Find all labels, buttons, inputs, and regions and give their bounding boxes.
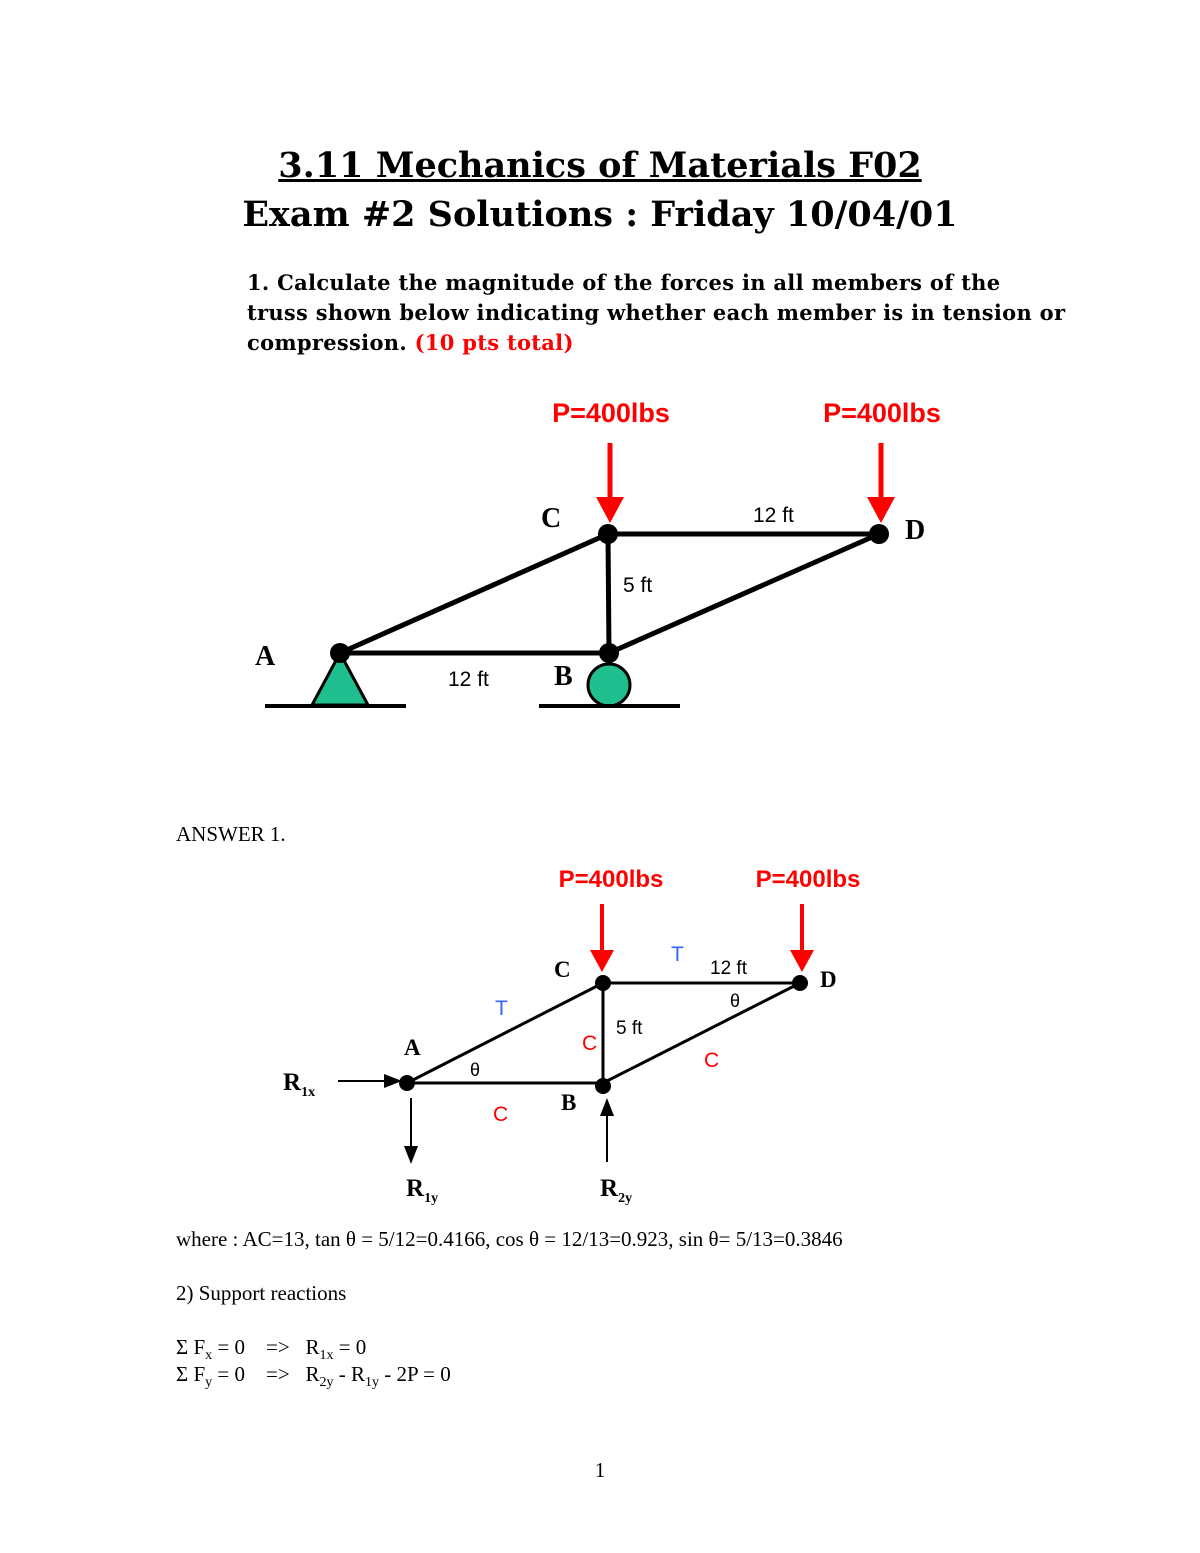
truss-diagram xyxy=(0,385,1200,745)
node-label-d: D xyxy=(905,515,926,546)
joint-c xyxy=(598,524,618,544)
equation-sum-fy: Σ $F_y = 0$ => $R_{2y} - R_{1y} - 2P = 0$ xyxy=(176,1362,451,1391)
document-title: 3.11 Mechanics of Materials F02 xyxy=(278,145,922,186)
reaction-arrow-r2y xyxy=(600,1098,614,1162)
fbd-load-label-c: P=400lbs xyxy=(558,866,664,893)
r1y-sub: 1y xyxy=(424,1191,439,1206)
fbd-node-label-b: B xyxy=(561,1090,577,1115)
load-label-d: P=400lbs xyxy=(823,398,941,428)
r1x-sub: 1x xyxy=(301,1085,316,1100)
reaction-label-r1x xyxy=(283,1069,315,1100)
fbd-members xyxy=(407,983,800,1083)
load-arrow-c xyxy=(596,443,624,523)
fbd-joint-b xyxy=(595,1078,611,1094)
roller-support xyxy=(588,664,630,706)
load-arrow-d xyxy=(867,443,895,523)
question-text: 1. Calculate the magnitude of the forces in all members of the truss shown below indicating whether each member is in tension or compression. xyxy=(247,270,1066,355)
force-label-cd: T xyxy=(671,943,684,966)
force-label-bc: C xyxy=(582,1032,598,1055)
fbd-load-arrow-d xyxy=(790,904,814,972)
free-body-diagram xyxy=(0,855,1200,1215)
joint-b xyxy=(599,643,619,663)
r1x-main: R xyxy=(283,1069,302,1096)
theta-label-a: θ xyxy=(470,1060,481,1080)
fbd-length-label-bc: 5 ft xyxy=(616,1018,643,1039)
node-label-c: C xyxy=(541,503,562,534)
fbd-load-label-d: P=400lbs xyxy=(755,866,861,893)
joint-d xyxy=(869,524,889,544)
load-label-c: P=400lbs xyxy=(552,398,670,428)
page-number: 1 xyxy=(594,1458,606,1482)
where-line: where : AC=13, tan θ = 5/12=0.4166, cos θ = 12/13=0.923, sin θ= 5/13=0.3846 xyxy=(176,1227,843,1251)
reaction-arrow-r1y xyxy=(404,1098,418,1164)
answer-heading: ANSWER 1. xyxy=(176,822,286,846)
member-bc xyxy=(608,534,609,653)
length-label-ab: 12 ft xyxy=(448,668,489,691)
truss-members xyxy=(340,534,879,653)
fbd-node-label-a: A xyxy=(404,1035,421,1060)
reaction-arrow-r1x xyxy=(338,1074,402,1088)
fbd-node-label-c: C xyxy=(554,957,571,982)
reaction-label-r2y xyxy=(600,1175,632,1206)
question-points: (10 pts total) xyxy=(414,330,574,355)
r2y-main: R xyxy=(600,1175,619,1202)
equation-sum-fx: Σ $F_x = 0$ => $R_{1x} = 0$ xyxy=(176,1335,367,1364)
force-label-ac: T xyxy=(495,997,508,1020)
fbd-load-arrow-c xyxy=(590,904,614,972)
node-label-a: A xyxy=(255,641,276,672)
fbd-joint-a xyxy=(399,1075,415,1091)
reaction-label-r1y xyxy=(406,1175,438,1206)
force-label-bd: C xyxy=(704,1049,720,1072)
fbd-joint-c xyxy=(595,975,611,991)
member-ac xyxy=(340,534,608,653)
r1y-main: R xyxy=(406,1175,425,1202)
document-subtitle: Exam #2 Solutions : Friday 10/04/01 xyxy=(242,194,958,235)
r2y-sub: 2y xyxy=(618,1191,633,1206)
theta-label-d: θ xyxy=(730,991,741,1011)
force-label-ab: C xyxy=(493,1103,509,1126)
fbd-joint-d xyxy=(792,975,808,991)
question-1 xyxy=(247,268,1067,358)
node-label-b: B xyxy=(554,661,573,692)
length-label-cd: 12 ft xyxy=(753,504,794,527)
joint-a xyxy=(330,643,350,663)
fbd-length-label-cd: 12 ft xyxy=(710,958,747,979)
fbd-node-label-d: D xyxy=(820,967,837,992)
section-support-reactions: 2) Support reactions xyxy=(176,1281,347,1305)
length-label-bc: 5 ft xyxy=(623,574,653,597)
